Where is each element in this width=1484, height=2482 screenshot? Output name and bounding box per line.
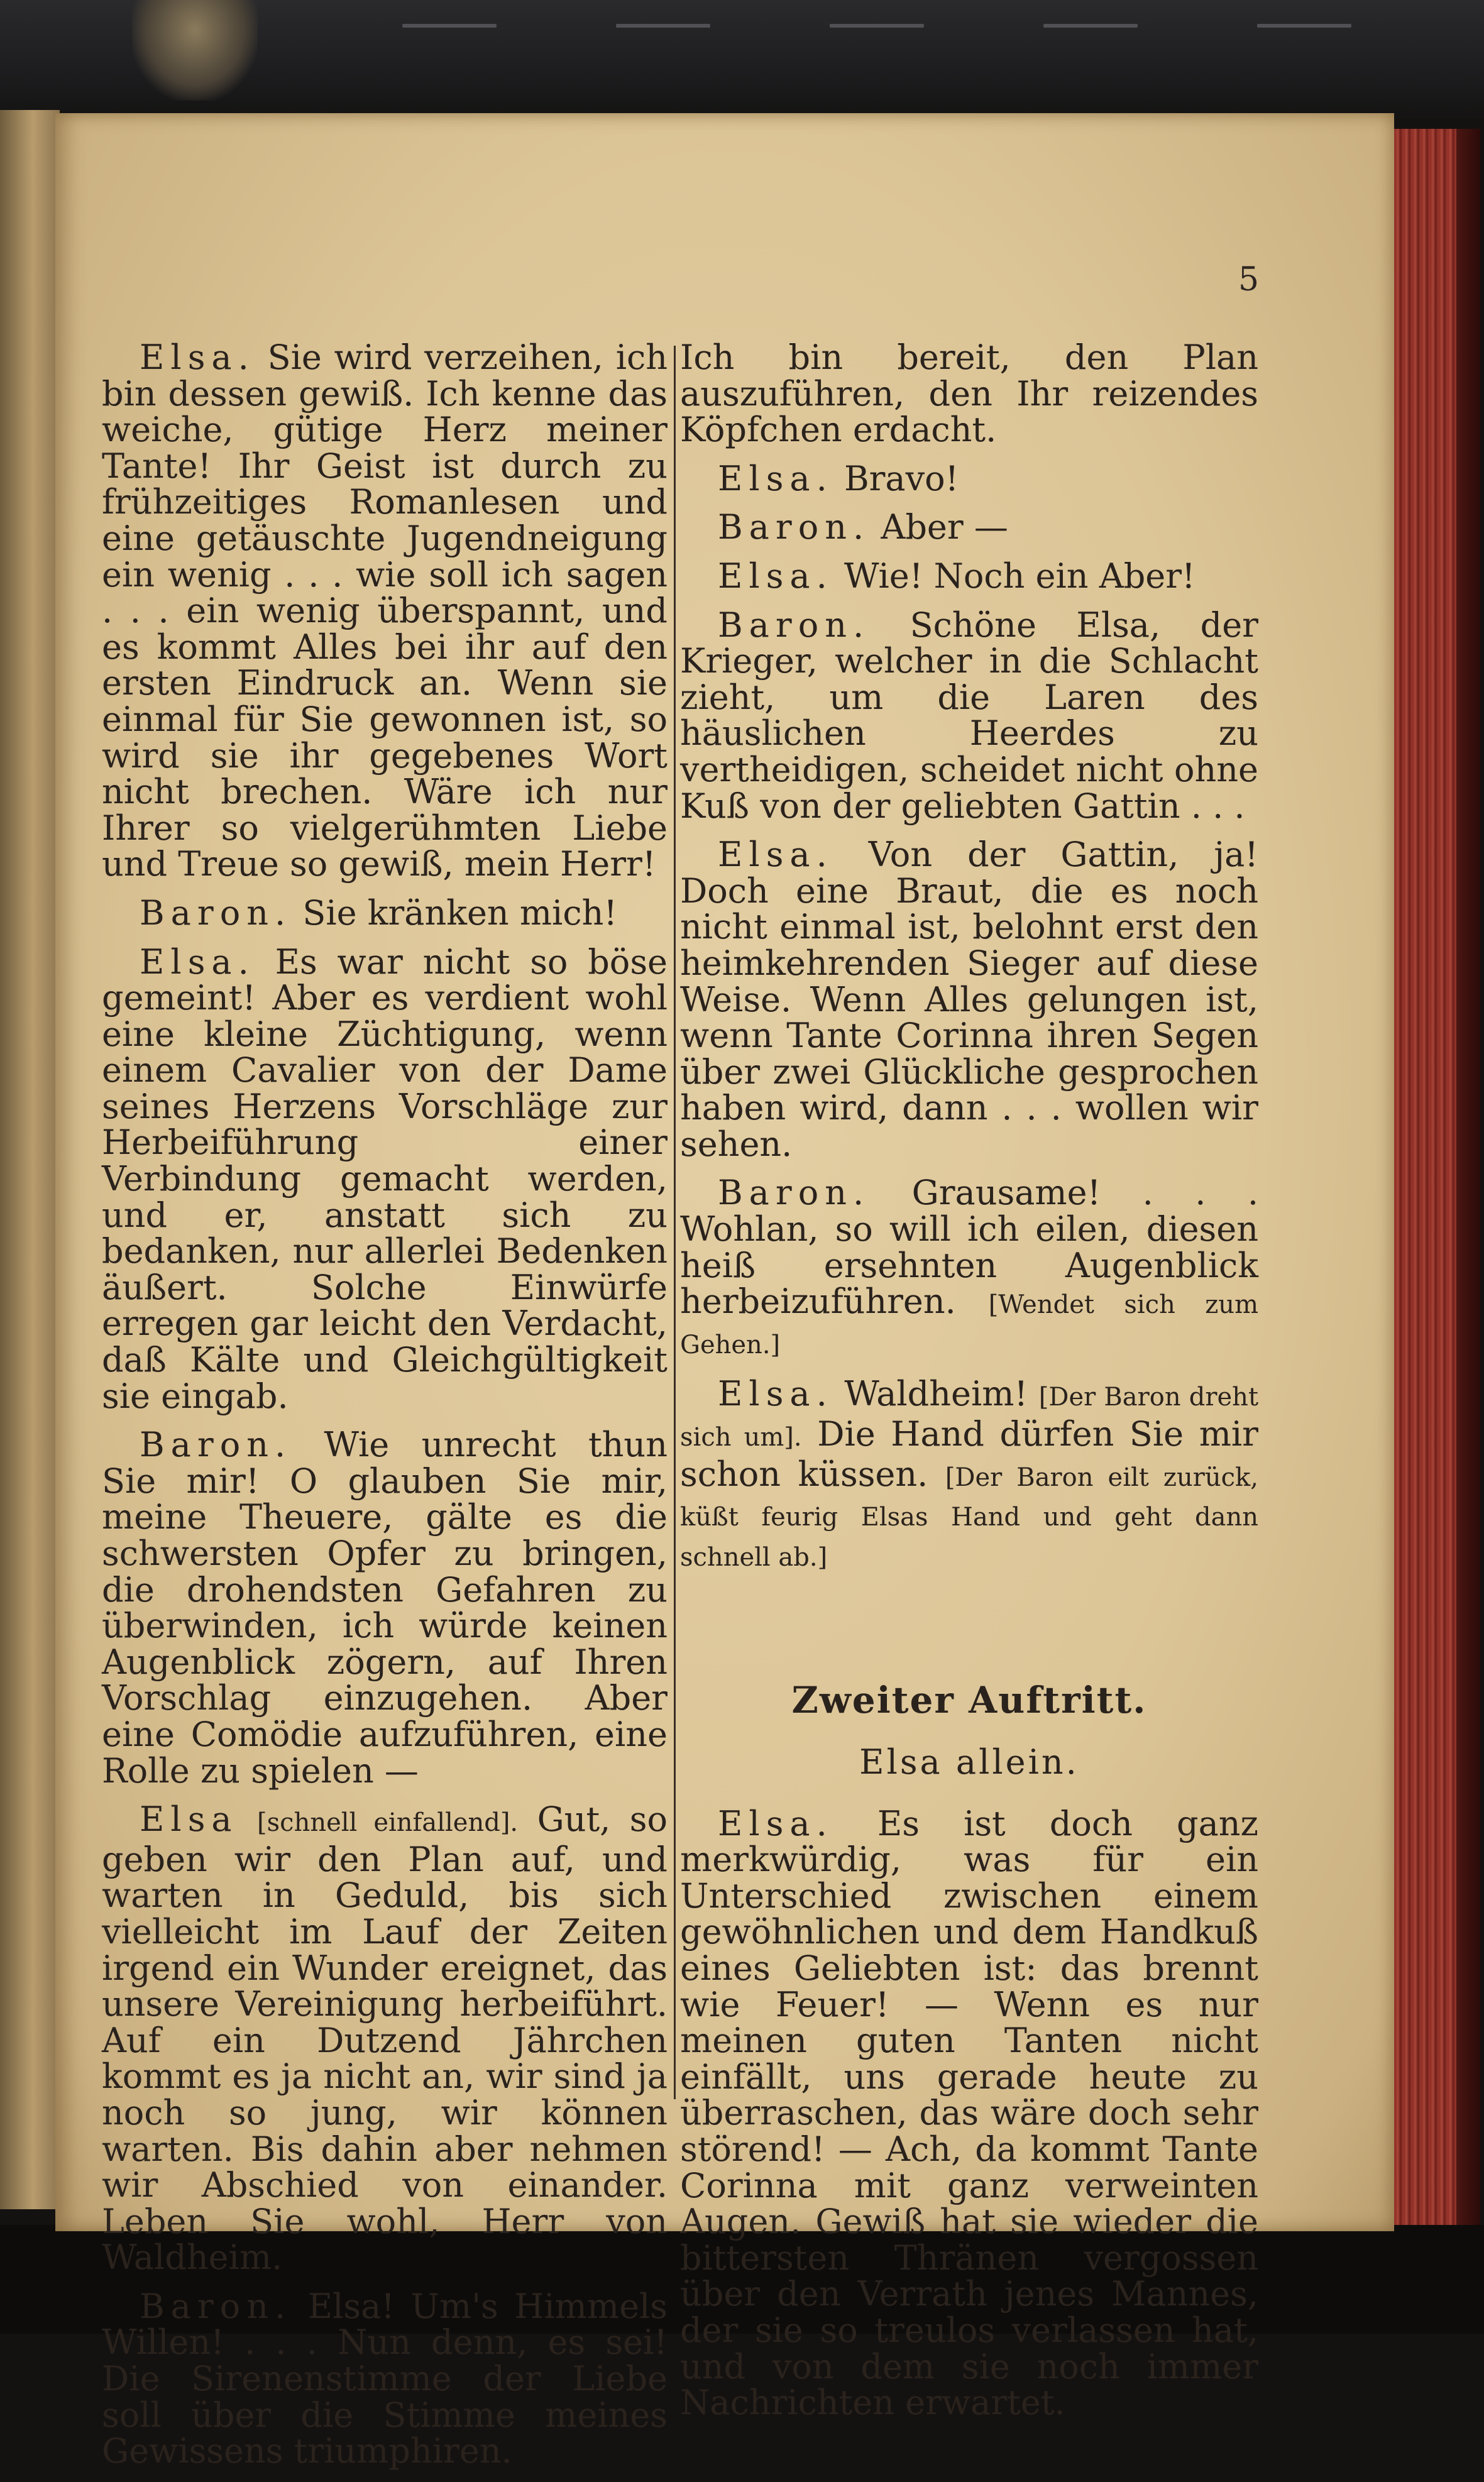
speech-text: Wie unrecht thun Sie mir! O glauben Sie mir, meine Theuere, gälte es die schwersten Opfer zu bringen, die drohendsten Gefahren zu überwinden, ich würde keinen Augenblick zögern, auf Ihren Vorschlag einzugehen. Aber eine Comödie aufzuführen, eine Rolle zu spielen —: [102, 1425, 668, 1791]
speech-paragraph: [680, 458, 1258, 498]
book-cover-edge: [1456, 129, 1480, 2247]
speaker-name: Elsa.: [718, 556, 833, 596]
speaker-name: Baron.: [140, 892, 292, 933]
speech-text: Sie wird verzeihen, ich bin dessen gewiß. Ich kenne das weiche, gütige Herz meiner Tante! Ihr Geist ist durch zu frühzeitiges Romanlesen und eine getäuschte Jugendneigung ein wenig . . . wie soll ich sagen . . . ein wenig überspannt, und es kommt Alles bei ihr auf den ersten Eindruck an. Wenn sie einmal für Sie gewonnen ist, so wird sie ihr gegebenes Wort nicht brechen. Wäre ich nur Ihrer so vielgerühmten Liebe und Treue so gewiß, mein Herr!: [102, 338, 668, 884]
speaker-name: Elsa.: [140, 942, 255, 982]
speaker-name: Baron.: [140, 1425, 292, 1465]
speech-paragraph: [680, 1175, 1258, 1363]
speaker-name: Elsa.: [718, 1803, 833, 1843]
speech-paragraph: [102, 1801, 668, 2276]
cover-stitch: [830, 24, 924, 28]
speaker-name: Elsa: [140, 1799, 238, 1840]
speech-text: Gut, so geben wir den Plan auf, und warten in Geduld, bis sich vielleicht im Lauf der Zeiten irgend ein Wunder ereignet, das unsere Vereinigung herbeiführt. Auf ein Dutzend Jährchen kommt es ja nicht an, wir sind ja noch so jung, wir können warten. Bis dahin aber nehmen wir Abschied von einander. Leben Sie wohl, Herr von Waldheim.: [102, 1799, 668, 2278]
stage-direction: [Der Baron dreht sich um].: [680, 1383, 1259, 1452]
scene-subheading: Elsa allein.: [859, 1742, 1079, 1782]
page-number: 5: [1238, 261, 1260, 299]
speech-text: Waldheim!: [844, 1374, 1028, 1414]
speaker-name: Elsa.: [140, 338, 255, 377]
speech-paragraph: [680, 607, 1258, 825]
speaker-name: Baron.: [718, 507, 871, 547]
speech-continuation: Ich bin bereit, den Plan auszuführen, den Ihr reizendes Köpfchen erdacht.: [680, 338, 1258, 450]
stage-direction: [Der Baron eilt zurück, küßt feurig Elsas Hand und geht dann schnell ab.]: [680, 1463, 1258, 1572]
speech-paragraph: [102, 1427, 668, 1789]
speech-text: Von der Gattin, ja! Doch eine Braut, die es noch nicht einmal ist, belohnt erst den heimkehrenden Sieger auf diese Weise. Wenn Alles gelungen ist, wenn Tante Corinna ihren Segen über zwei Glückliche gesprochen haben wird, dann . . . wollen wir sehen.: [680, 835, 1258, 1164]
speech-text: Bravo!: [844, 458, 959, 498]
speech-paragraph: [680, 1376, 1258, 1576]
left-column: [102, 339, 668, 2482]
speaker-name: Elsa.: [718, 835, 833, 875]
speech-text: Elsa! Um's Himmels Willen! . . . Nun denn, es sei! Die Sirenenstimme der Liebe soll über die Stimme meines Gewissens triumphiren.: [102, 2286, 668, 2471]
monologue-paragraph: [680, 1803, 1258, 2423]
speech-paragraph: [102, 892, 668, 933]
speaker-name: Elsa.: [718, 458, 833, 498]
cover-stitch: [616, 24, 710, 28]
scene-heading: Zweiter Auftritt.: [791, 1679, 1147, 1722]
right-column: [680, 339, 1258, 2434]
cover-stitch: [402, 24, 497, 28]
speech-text: Sie kränken mich!: [302, 892, 618, 933]
speech-paragraph: [102, 339, 668, 882]
cover-stitch: [1257, 24, 1351, 28]
speaker-name: Baron.: [718, 1173, 871, 1213]
speech-text: Die Hand dürfen Sie mir schon küssen.: [680, 1414, 1258, 1494]
column-divider: [674, 346, 676, 2099]
speech-paragraph: [680, 837, 1258, 1162]
speech-paragraph: [680, 509, 1258, 546]
cover-wear-mark: [132, 0, 258, 101]
speech-text: Wie! Noch ein Aber!: [844, 556, 1195, 596]
speaker-name: Elsa.: [718, 1374, 833, 1414]
speech-paragraph: [680, 558, 1258, 595]
cover-stitch: [1043, 24, 1138, 28]
speech-text: Aber —: [881, 507, 1008, 547]
speaker-name: Baron.: [718, 605, 871, 645]
speech-paragraph: [102, 944, 668, 1415]
speech-text: Schöne Elsa, der Krieger, welcher in die Schlacht zieht, um die Laren des häuslichen Heerdes zu vertheidigen, scheidet nicht ohne Kuß von der geliebten Gattin . . .: [680, 605, 1258, 826]
stage-direction: [Wendet sich zum Gehen.]: [680, 1290, 1258, 1359]
speaker-name: Baron.: [140, 2286, 292, 2326]
speech-paragraph: [102, 2288, 668, 2469]
speech-text: Es ist doch ganz merkwürdig, was für ein Unterschied zwischen einem gewöhnlichen und dem Handkuß eines Geliebten ist: das brennt wie Feuer! — Wenn es nur meinen guten Tanten nicht einfällt, uns gerade heute zu überraschen, das wäre doch sehr störend! — Ach, da kommt Tante Corinna mit ganz verweinten Augen. Gewiß hat sie wieder die bittersten Thränen vergossen über den Verrath jenes Mannes, der sie so treulos verlassen hat, und von dem sie noch immer Nachrichten erwartet.: [680, 1803, 1258, 2423]
right-page-edges: [1386, 129, 1480, 2247]
speech-text: Es war nicht so böse gemeint! Aber es verdient wohl eine kleine Züchtigung, wenn einem Cavalier von der Dame seines Herzens Vorschläge zur Herbeiführung einer Verbindung gemacht werden, und er, anstatt sich zu bedanken, nur allerlei Bedenken äußert. Solche Einwürfe erregen gar leicht den Verdacht, daß Kälte und Gleichgültigkeit sie eingab.: [102, 942, 668, 1416]
stage-direction: [schnell einfallend].: [257, 1808, 519, 1838]
left-page-edge: [0, 110, 60, 2209]
speech-text: Grausame! . . . Wohlan, so will ich eilen, diesen heiß ersehnten Augenblick herbeizuführen.: [680, 1173, 1258, 1322]
